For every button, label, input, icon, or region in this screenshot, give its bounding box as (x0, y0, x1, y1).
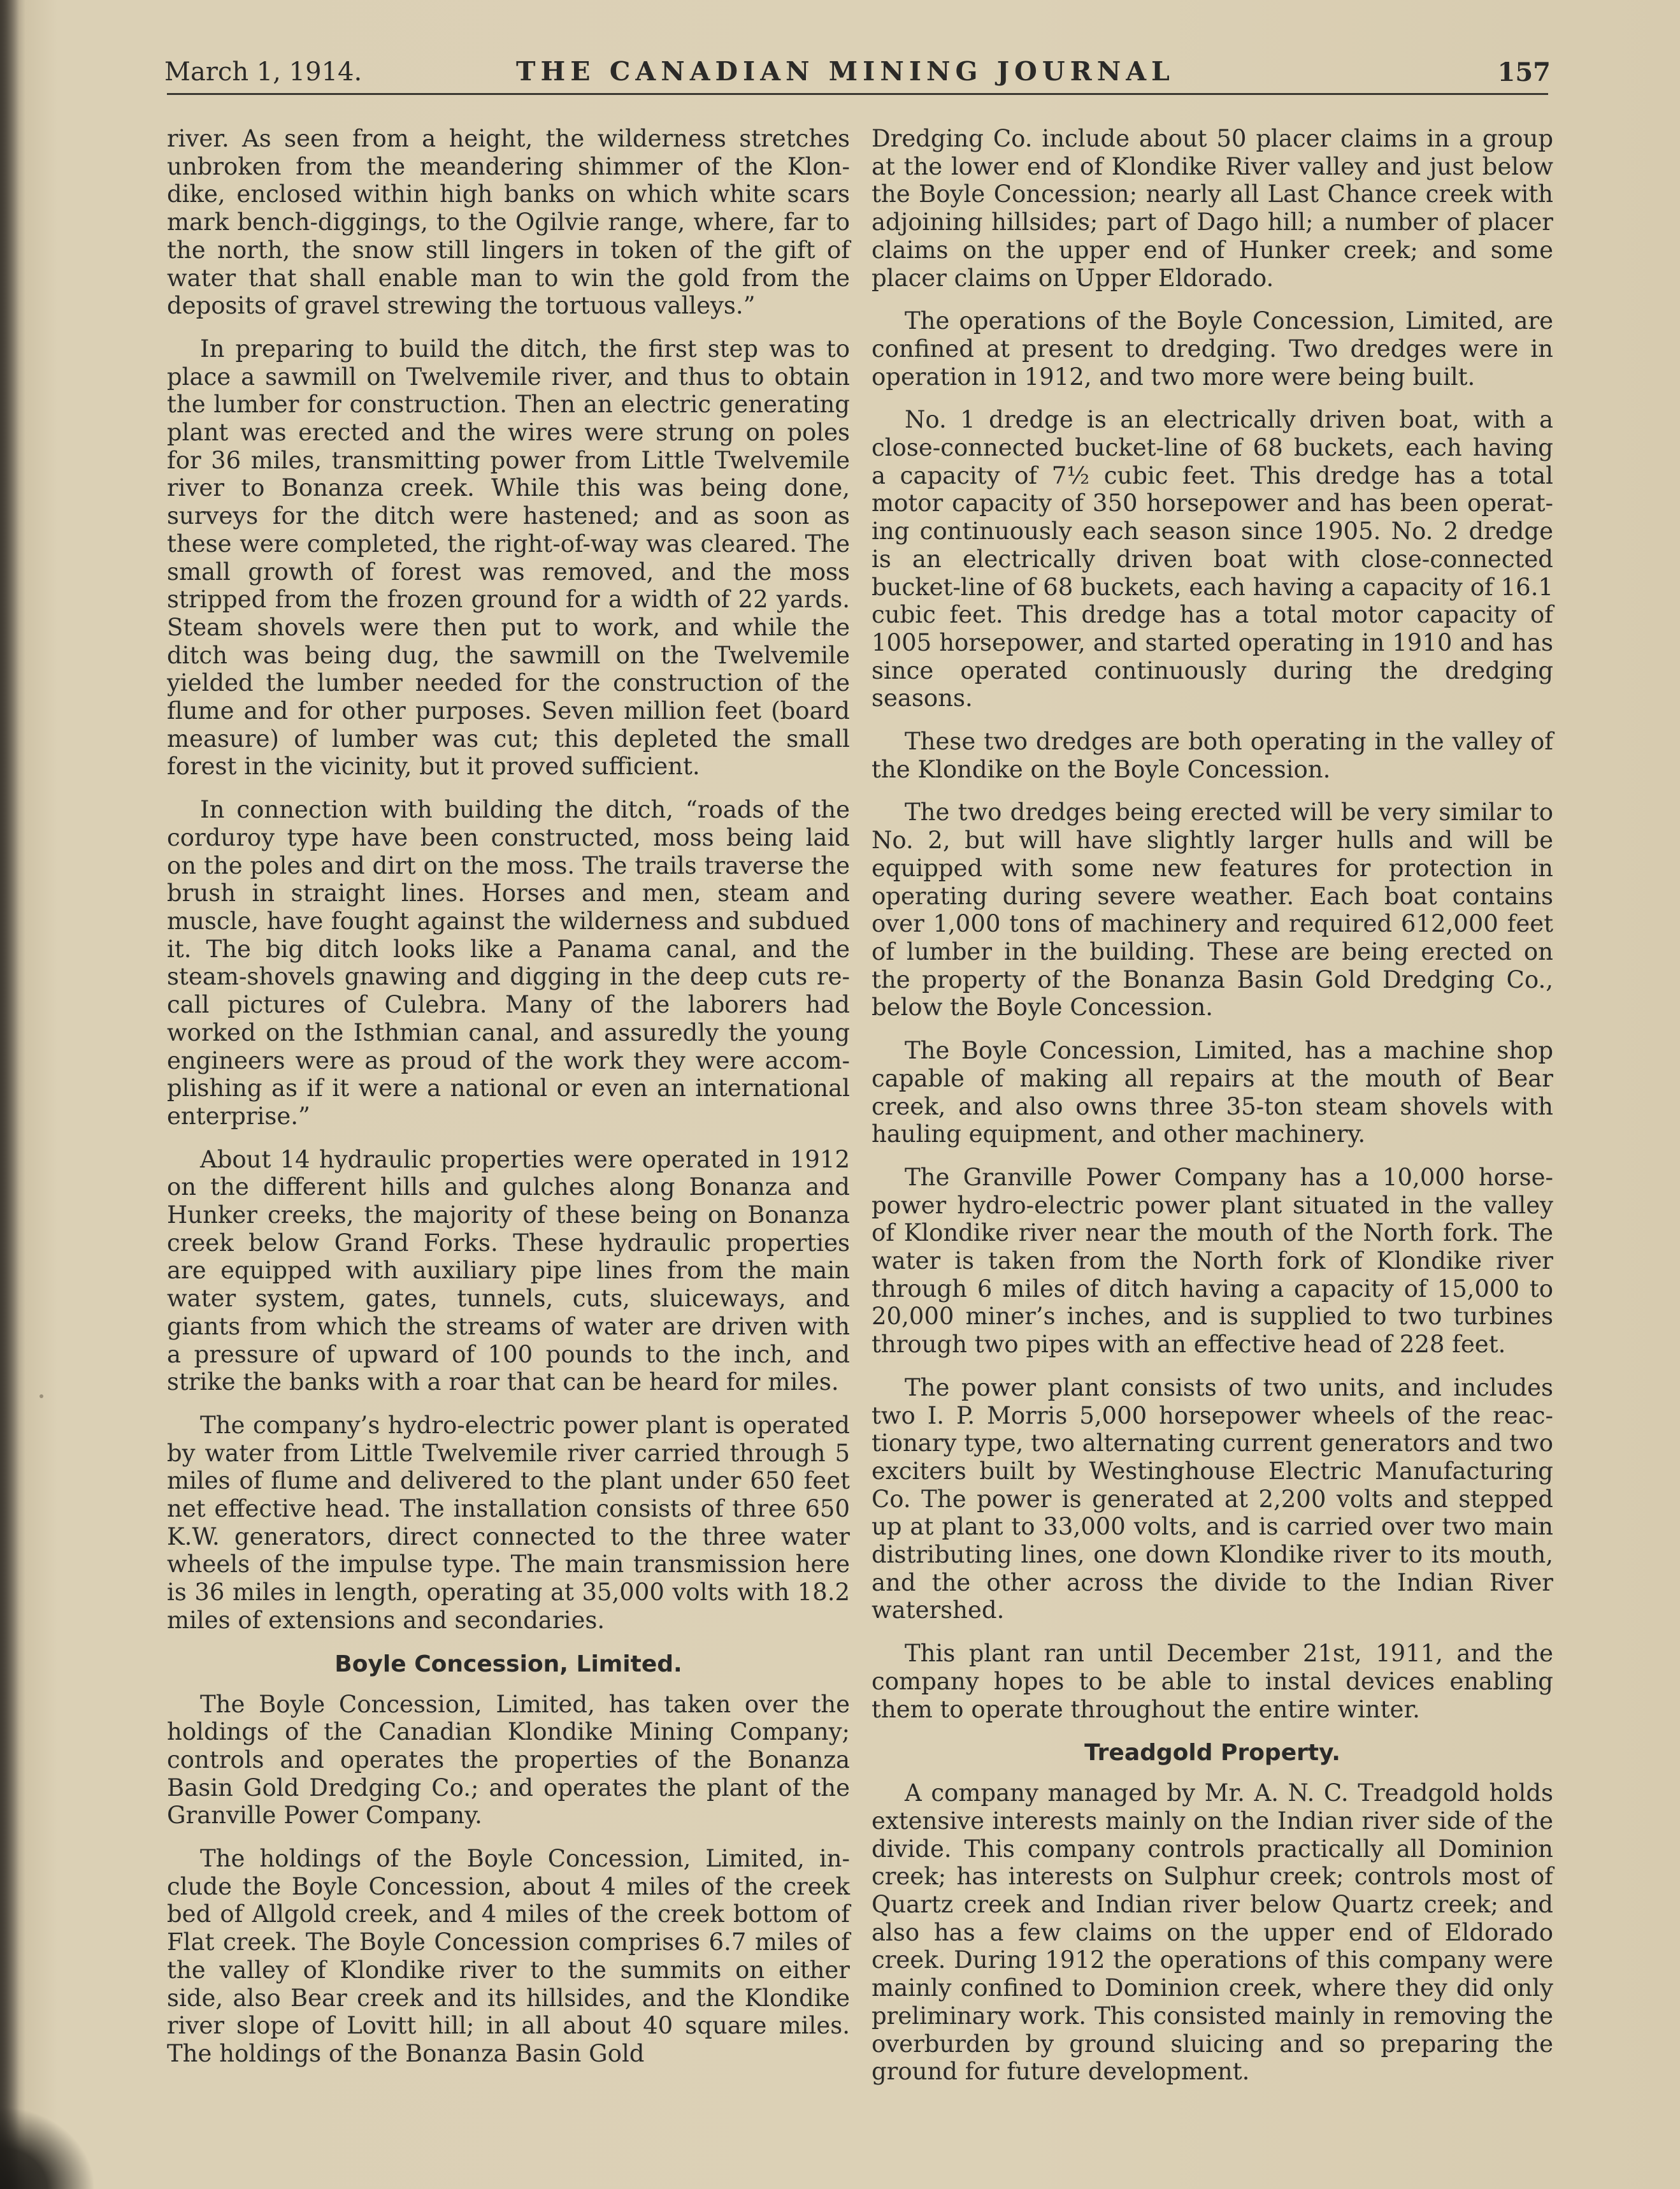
paragraph: Dredging Co. include about 50 placer claims in a group at the lower end of Klondike River valley and just below the Boyle Concession; nearly all Last Chance creek with adjoining hillsides; part of Dago hill; a number of placer claims on the upper end of Hunker creek; and some placer claims on Upper Eldorado. (872, 125, 1553, 292)
journal-title: THE CANADIAN MINING JOURNAL (516, 56, 1175, 87)
paragraph: No. 1 dredge is an electrically driven boat, with a close-connected bucket-line of 68 buckets, each having a capacity of 7½ cubic feet. This dredge has a total motor capacity of 350 horsepower and has been operating continuously each season since 1905. No. 2 dredge is an electrically driven boat with close-connected bucket-line of 68 buckets, each having a capacity of 16.1 cubic feet. This dredge has a total motor capacity of 1005 horsepower, and started operating in 1910 and has since operated continuously during the dredging seasons. (872, 406, 1553, 712)
page-number: 157 (1497, 57, 1551, 87)
running-header (164, 55, 1551, 93)
paragraph: The Boyle Concession, Limited, has a machine shop capable of making all repairs at the mouth of Bear creek, and also owns three 35-ton steam shovels with hauling equipment, and other machinery. (872, 1037, 1553, 1148)
paragraph: A company managed by Mr. A. N. C. Treadgold holds extensive interests mainly on the Indian river side of the divide. This company controls practically all Dominion creek; has interests on Sulphur creek; controls most of Quartz creek and Indian river below Quartz creek; and also has a few claims on the upper end of Eldorado creek. During 1912 the operations of this company were mainly confined to Dominion creek, where they did only preliminary work. This consisted mainly in removing the overburden by ground sluicing and so preparing the ground for future development. (872, 1779, 1553, 2086)
paragraph: The company’s hydro-electric power plant is operated by water from Little Twelvemile river carried through 5 miles of flume and delivered to the plant under 650 feet net effective head. The installation consists of three 650 K.W. generators, direct connected to the three water wheels of the impulse type. The main transmission here is 36 miles in length, operating at 35,000 volts with 18.2 miles of extensions and secondaries. (167, 1411, 850, 1634)
paper-speck (39, 1394, 43, 1398)
paragraph: In connection with building the ditch, “roads of the corduroy type have been constructed, moss being laid on the poles and dirt on the moss. The trails traverse the brush in straight lines. Horses and men, steam and muscle, have fought against the wilderness and subdued it. The big ditch looks like a Panama canal, and the steam-shovels gnawing and digging in the deep cuts recall pictures of Culebra. Many of the laborers had worked on the Isthmian canal, and assuredly the young engineers were as proud of the work they were accomplishing as if it were a national or even an international enterprise.” (167, 796, 850, 1130)
left-column (167, 125, 850, 2083)
header-rule (167, 93, 1548, 95)
paragraph: river. As seen from a height, the wilderness stretches unbroken from the meandering shimmer of the Klondike, enclosed within high banks on which white scars mark bench-diggings, to the Ogilvie range, where, far to the north, the snow still lingers in token of the gift of water that shall enable man to win the gold from the deposits of gravel strewing the tortuous valleys.” (167, 125, 850, 320)
paragraph: These two dredges are both operating in the valley of the Klondike on the Boyle Concession. (872, 728, 1553, 783)
paragraph: The operations of the Boyle Concession, Limited, are confined at present to dredging. Two dredges were in operation in 1912, and two more were being built. (872, 307, 1553, 391)
paragraph: This plant ran until December 21st, 1911, and the company hopes to be able to instal devices enabling them to operate throughout the entire winter. (872, 1640, 1553, 1723)
paragraph: The power plant consists of two units, and includes two I. P. Morris 5,000 horsepower wheels of the reactionary type, two alternating current generators and two exciters built by Westinghouse Electric Manufacturing Co. The power is generated at 2,200 volts and stepped up at plant to 33,000 volts, and is carried over two main distributing lines, one down Klondike river to its mouth, and the other across the divide to the Indian River watershed. (872, 1373, 1553, 1624)
paragraph: The holdings of the Boyle Concession, Limited, include the Boyle Concession, about 4 miles of the creek bed of Allgold creek, and 4 miles of the creek bottom of Flat creek. The Boyle Concession comprises 6.7 miles of the valley of Klondike river to the summits on either side, also Bear creek and its hillsides, and the Klondike river slope of Lovitt hill; in all about 40 square miles. The holdings of the Bonanza Basin Gold (167, 1845, 850, 2067)
section-heading-treadgold-property: Treadgold Property. (1084, 1740, 1340, 1766)
binding-shadow (0, 0, 19, 2189)
paragraph: About 14 hydraulic properties were operated in 1912 on the different hills and gulches along Bonanza and Hunker creeks, the majority of these being on Bonanza creek below Grand Forks. These hydraulic properties are equipped with auxiliary pipe lines from the main water system, gates, tunnels, cuts, sluiceways, and giants from which the streams of water are driven with a pressure of upward of 100 pounds to the inch, and strike the banks with a roar that can be heard for miles. (167, 1145, 850, 1396)
section-heading-boyle-concession: Boyle Concession, Limited. (334, 1651, 682, 1677)
issue-date: March 1, 1914. (164, 57, 363, 87)
paragraph: In preparing to build the ditch, the first step was to place a sawmill on Twelvemile river, and thus to obtain the lumber for construction. Then an electric generating plant was erected and the wires were strung on poles for 36 miles, transmitting power from Little Twelvemile river to Bonanza creek. While this was being done, surveys for the ditch were hastened; and as soon as these were completed, the right-of-way was cleared. The small growth of forest was removed, and the moss stripped from the frozen ground for a width of 22 yards. Steam shovels were then put to work, and while the ditch was being dug, the sawmill on the Twelvemile yielded the lumber needed for the construction of the flume and for other purposes. Seven million feet (board measure) of lumber was cut; this depleted the small forest in the vicinity, but it proved sufficient. (167, 335, 850, 781)
paragraph: The two dredges being erected will be very similar to No. 2, but will have slightly larger hulls and will be equipped with some new features for protection in operating during severe weather. Each boat contains over 1,000 tons of machinery and required 612,000 feet of lumber in the building. These are being erected on the property of the Bonanza Basin Gold Dredging Co., below the Boyle Concession. (872, 798, 1553, 1022)
right-column (872, 125, 1553, 2101)
paragraph: The Granville Power Company has a 10,000 horsepower hydro-electric power plant situated in the valley of Klondike river near the mouth of the North fork. The water is taken from the North fork of Klondike river through 6 miles of ditch having a capacity of 15,000 to 20,000 miner’s inches, and is supplied to two turbines through two pipes with an effective head of 228 feet. (872, 1163, 1553, 1359)
corner-shadow (0, 2106, 96, 2189)
paragraph: The Boyle Concession, Limited, has taken over the holdings of the Canadian Klondike Mining Company; controls and operates the properties of the Bonanza Basin Gold Dredging Co.; and operates the plant of the Granville Power Company. (167, 1690, 850, 1830)
